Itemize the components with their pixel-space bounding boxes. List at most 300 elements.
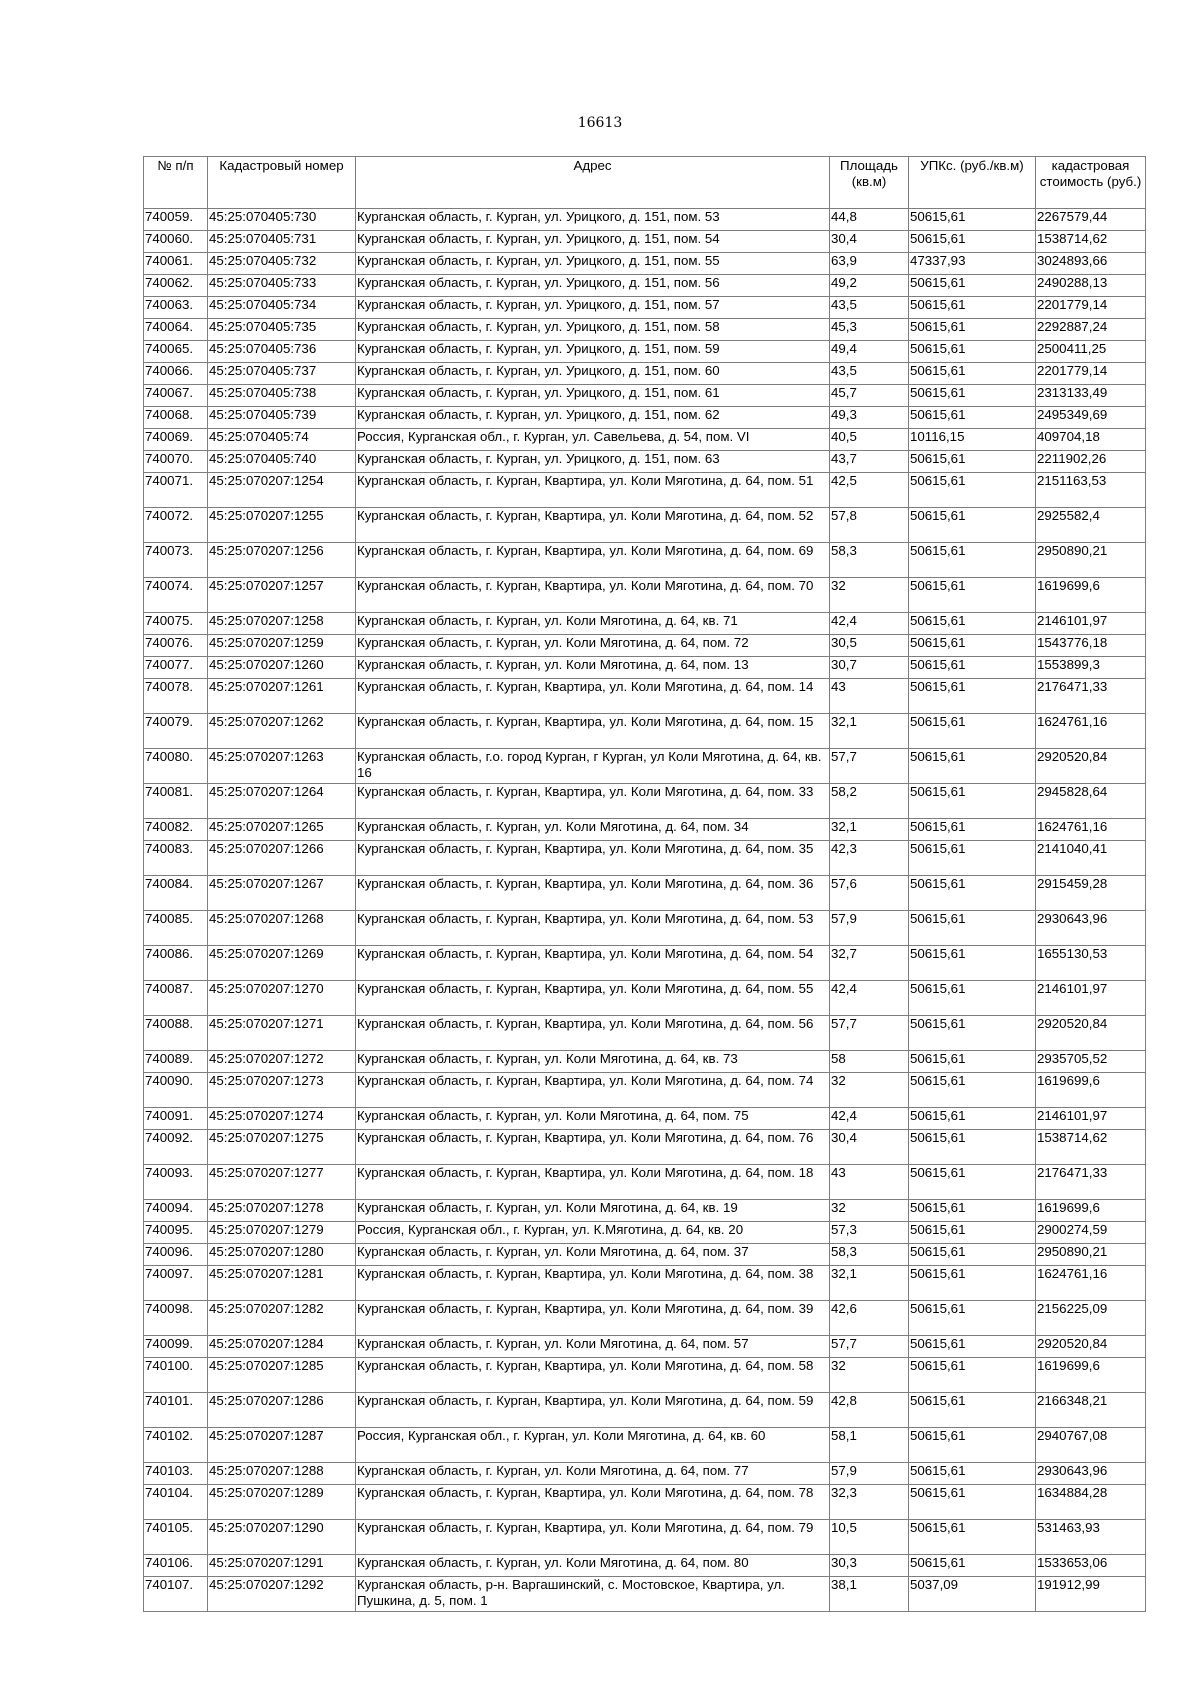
table-row — [144, 451, 1146, 473]
address: Курганская область, г. Курган, Квартира, ул. Коли Мяготина, д. 64, пом. 18 — [356, 1165, 830, 1200]
row-number: 740107. — [144, 1577, 208, 1612]
row-number: 740093. — [144, 1165, 208, 1200]
row-number: 740064. — [144, 319, 208, 341]
cadastral-value: 2490288,13 — [1036, 275, 1146, 297]
cadastral-value: 2925582,4 — [1036, 508, 1146, 543]
header-upks: УПКс. (руб./кв.м) — [909, 157, 1036, 209]
table-row — [144, 1485, 1146, 1520]
row-number: 740106. — [144, 1555, 208, 1577]
cadastral-value: 1553899,3 — [1036, 657, 1146, 679]
table-row — [144, 231, 1146, 253]
upks: 50615,61 — [909, 385, 1036, 407]
address: Курганская область, г. Курган, Квартира, ул. Коли Мяготина, д. 64, пом. 74 — [356, 1073, 830, 1108]
address: Россия, Курганская обл., г. Курган, ул. К.Мяготина, д. 64, кв. 20 — [356, 1222, 830, 1244]
cadastral-value: 1538714,62 — [1036, 231, 1146, 253]
cadastral-table — [143, 156, 1146, 1612]
address: Курганская область, г. Курган, Квартира, ул. Коли Мяготина, д. 64, пом. 70 — [356, 578, 830, 613]
address: Курганская область, г. Курган, ул. Коли Мяготина, д. 64, пом. 80 — [356, 1555, 830, 1577]
header-cadastral-number: Кадастровый номер — [208, 157, 356, 209]
cadastral-number: 45:25:070207:1265 — [208, 819, 356, 841]
cadastral-value: 2201779,14 — [1036, 363, 1146, 385]
table-row — [144, 1520, 1146, 1555]
cadastral-number: 45:25:070405:738 — [208, 385, 356, 407]
row-number: 740063. — [144, 297, 208, 319]
address: Курганская область, г. Курган, ул. Коли Мяготина, д. 64, пом. 37 — [356, 1244, 830, 1266]
cadastral-value: 1619699,6 — [1036, 1358, 1146, 1393]
header-cadastral-value: кадастровая стоимость (руб.) — [1036, 157, 1146, 209]
row-number: 740101. — [144, 1393, 208, 1428]
cadastral-number: 45:25:070207:1267 — [208, 876, 356, 911]
cadastral-number: 45:25:070207:1257 — [208, 578, 356, 613]
area: 57,9 — [830, 1463, 909, 1485]
cadastral-value: 1624761,16 — [1036, 714, 1146, 749]
cadastral-number: 45:25:070405:735 — [208, 319, 356, 341]
upks: 50615,61 — [909, 1222, 1036, 1244]
table-row — [144, 1073, 1146, 1108]
address: Курганская область, г. Курган, Квартира, ул. Коли Мяготина, д. 64, пом. 14 — [356, 679, 830, 714]
cadastral-value: 2500411,25 — [1036, 341, 1146, 363]
table-row — [144, 1130, 1146, 1165]
area: 58 — [830, 1051, 909, 1073]
row-number: 740095. — [144, 1222, 208, 1244]
row-number: 740094. — [144, 1200, 208, 1222]
cadastral-value: 2313133,49 — [1036, 385, 1146, 407]
address: Курганская область, г. Курган, ул. Коли Мяготина, д. 64, пом. 77 — [356, 1463, 830, 1485]
address: Курганская область, г. Курган, ул. Урицкого, д. 151, пом. 59 — [356, 341, 830, 363]
upks: 50615,61 — [909, 635, 1036, 657]
address: Курганская область, г. Курган, Квартира, ул. Коли Мяготина, д. 64, пом. 78 — [356, 1485, 830, 1520]
area: 38,1 — [830, 1577, 909, 1612]
table-row — [144, 1555, 1146, 1577]
row-number: 740062. — [144, 275, 208, 297]
upks: 50615,61 — [909, 451, 1036, 473]
cadastral-value: 2950890,21 — [1036, 1244, 1146, 1266]
address: Курганская область, г. Курган, Квартира, ул. Коли Мяготина, д. 64, пом. 39 — [356, 1301, 830, 1336]
area: 57,7 — [830, 749, 909, 784]
table-row — [144, 385, 1146, 407]
upks: 50615,61 — [909, 657, 1036, 679]
table-row — [144, 1358, 1146, 1393]
cadastral-number: 45:25:070405:733 — [208, 275, 356, 297]
area: 30,5 — [830, 635, 909, 657]
header-address: Адрес — [356, 157, 830, 209]
upks: 50615,61 — [909, 1336, 1036, 1358]
row-number: 740088. — [144, 1016, 208, 1051]
cadastral-value: 409704,18 — [1036, 429, 1146, 451]
upks: 50615,61 — [909, 1073, 1036, 1108]
row-number: 740073. — [144, 543, 208, 578]
address: Курганская область, г. Курган, ул. Коли Мяготина, д. 64, пом. 13 — [356, 657, 830, 679]
row-number: 740072. — [144, 508, 208, 543]
upks: 50615,61 — [909, 297, 1036, 319]
table-row — [144, 429, 1146, 451]
upks: 50615,61 — [909, 543, 1036, 578]
cadastral-value: 2935705,52 — [1036, 1051, 1146, 1073]
upks: 5037,09 — [909, 1577, 1036, 1612]
cadastral-number: 45:25:070207:1264 — [208, 784, 356, 819]
cadastral-number: 45:25:070207:1260 — [208, 657, 356, 679]
table-row — [144, 981, 1146, 1016]
cadastral-number: 45:25:070207:1282 — [208, 1301, 356, 1336]
cadastral-value: 1624761,16 — [1036, 819, 1146, 841]
row-number: 740092. — [144, 1130, 208, 1165]
table-row — [144, 543, 1146, 578]
upks: 50615,61 — [909, 749, 1036, 784]
table-row — [144, 1200, 1146, 1222]
address: Курганская область, г. Курган, Квартира, ул. Коли Мяготина, д. 64, пом. 58 — [356, 1358, 830, 1393]
row-number: 740083. — [144, 841, 208, 876]
cadastral-value: 191912,99 — [1036, 1577, 1146, 1612]
cadastral-value: 2151163,53 — [1036, 473, 1146, 508]
row-number: 740067. — [144, 385, 208, 407]
row-number: 740104. — [144, 1485, 208, 1520]
cadastral-value: 1619699,6 — [1036, 578, 1146, 613]
table-row — [144, 1108, 1146, 1130]
cadastral-value: 1624761,16 — [1036, 1266, 1146, 1301]
area: 32,1 — [830, 1266, 909, 1301]
upks: 50615,61 — [909, 1301, 1036, 1336]
cadastral-value: 2945828,64 — [1036, 784, 1146, 819]
upks: 50615,61 — [909, 578, 1036, 613]
upks: 50615,61 — [909, 1130, 1036, 1165]
row-number: 740098. — [144, 1301, 208, 1336]
table-header — [144, 157, 1146, 209]
upks: 50615,61 — [909, 911, 1036, 946]
address: Курганская область, г. Курган, ул. Урицкого, д. 151, пом. 53 — [356, 209, 830, 231]
address: Курганская область, г. Курган, Квартира, ул. Коли Мяготина, д. 64, пом. 55 — [356, 981, 830, 1016]
cadastral-number: 45:25:070405:737 — [208, 363, 356, 385]
area: 44,8 — [830, 209, 909, 231]
area: 42,5 — [830, 473, 909, 508]
row-number: 740086. — [144, 946, 208, 981]
cadastral-value: 1543776,18 — [1036, 635, 1146, 657]
cadastral-value: 2930643,96 — [1036, 911, 1146, 946]
area: 57,6 — [830, 876, 909, 911]
cadastral-number: 45:25:070207:1269 — [208, 946, 356, 981]
row-number: 740090. — [144, 1073, 208, 1108]
row-number: 740082. — [144, 819, 208, 841]
cadastral-value: 2920520,84 — [1036, 749, 1146, 784]
area: 32 — [830, 1200, 909, 1222]
address: Курганская область, г. Курган, ул. Коли Мяготина, д. 64, пом. 72 — [356, 635, 830, 657]
upks: 50615,61 — [909, 275, 1036, 297]
upks: 50615,61 — [909, 1165, 1036, 1200]
address: Курганская область, г. Курган, ул. Коли Мяготина, д. 64, кв. 19 — [356, 1200, 830, 1222]
upks: 50615,61 — [909, 341, 1036, 363]
cadastral-value: 1538714,62 — [1036, 1130, 1146, 1165]
upks: 50615,61 — [909, 1428, 1036, 1463]
address: Россия, Курганская обл., г. Курган, ул. Коли Мяготина, д. 64, кв. 60 — [356, 1428, 830, 1463]
address: Курганская область, г. Курган, ул. Коли Мяготина, д. 64, кв. 73 — [356, 1051, 830, 1073]
address: Курганская область, г. Курган, Квартира, ул. Коли Мяготина, д. 64, пом. 33 — [356, 784, 830, 819]
upks: 50615,61 — [909, 613, 1036, 635]
area: 40,5 — [830, 429, 909, 451]
address: Курганская область, г. Курган, ул. Коли Мяготина, д. 64, пом. 57 — [356, 1336, 830, 1358]
area: 30,4 — [830, 1130, 909, 1165]
address: Курганская область, г. Курган, ул. Урицкого, д. 151, пом. 62 — [356, 407, 830, 429]
cadastral-number: 45:25:070207:1254 — [208, 473, 356, 508]
area: 42,4 — [830, 1108, 909, 1130]
area: 57,7 — [830, 1016, 909, 1051]
area: 42,8 — [830, 1393, 909, 1428]
cadastral-value: 1655130,53 — [1036, 946, 1146, 981]
cadastral-number: 45:25:070207:1290 — [208, 1520, 356, 1555]
area: 49,3 — [830, 407, 909, 429]
area: 58,3 — [830, 1244, 909, 1266]
row-number: 740096. — [144, 1244, 208, 1266]
upks: 10116,15 — [909, 429, 1036, 451]
area: 32 — [830, 1358, 909, 1393]
table-row — [144, 876, 1146, 911]
table-row — [144, 473, 1146, 508]
area: 30,4 — [830, 231, 909, 253]
address: Курганская область, г. Курган, ул. Урицкого, д. 151, пом. 61 — [356, 385, 830, 407]
table-row — [144, 635, 1146, 657]
address: Курганская область, г. Курган, Квартира, ул. Коли Мяготина, д. 64, пом. 53 — [356, 911, 830, 946]
cadastral-value: 2950890,21 — [1036, 543, 1146, 578]
upks: 50615,61 — [909, 1108, 1036, 1130]
cadastral-number: 45:25:070207:1286 — [208, 1393, 356, 1428]
cadastral-value: 2940767,08 — [1036, 1428, 1146, 1463]
cadastral-number: 45:25:070207:1279 — [208, 1222, 356, 1244]
table-row — [144, 613, 1146, 635]
cadastral-value: 3024893,66 — [1036, 253, 1146, 275]
area: 30,7 — [830, 657, 909, 679]
cadastral-value: 2176471,33 — [1036, 1165, 1146, 1200]
area: 57,7 — [830, 1336, 909, 1358]
table-row — [144, 1463, 1146, 1485]
cadastral-number: 45:25:070405:736 — [208, 341, 356, 363]
upks: 50615,61 — [909, 1393, 1036, 1428]
cadastral-number: 45:25:070405:739 — [208, 407, 356, 429]
cadastral-value: 2141040,41 — [1036, 841, 1146, 876]
table-row — [144, 911, 1146, 946]
cadastral-number: 45:25:070207:1272 — [208, 1051, 356, 1073]
cadastral-value: 2930643,96 — [1036, 1463, 1146, 1485]
table-row — [144, 1016, 1146, 1051]
cadastral-number: 45:25:070207:1259 — [208, 635, 356, 657]
area: 57,8 — [830, 508, 909, 543]
row-number: 740091. — [144, 1108, 208, 1130]
row-number: 740099. — [144, 1336, 208, 1358]
upks: 50615,61 — [909, 819, 1036, 841]
address: Курганская область, г. Курган, ул. Коли Мяготина, д. 64, пом. 75 — [356, 1108, 830, 1130]
area: 10,5 — [830, 1520, 909, 1555]
table-row — [144, 319, 1146, 341]
upks: 50615,61 — [909, 1266, 1036, 1301]
address: Курганская область, г. Курган, Квартира, ул. Коли Мяготина, д. 64, пом. 59 — [356, 1393, 830, 1428]
area: 32,1 — [830, 714, 909, 749]
table-row — [144, 341, 1146, 363]
cadastral-value: 2920520,84 — [1036, 1016, 1146, 1051]
table-body — [144, 209, 1146, 1612]
cadastral-number: 45:25:070207:1288 — [208, 1463, 356, 1485]
upks: 50615,61 — [909, 876, 1036, 911]
cadastral-value: 1533653,06 — [1036, 1555, 1146, 1577]
upks: 50615,61 — [909, 1200, 1036, 1222]
area: 58,3 — [830, 543, 909, 578]
cadastral-number: 45:25:070207:1281 — [208, 1266, 356, 1301]
address: Курганская область, г.о. город Курган, г Курган, ул Коли Мяготина, д. 64, кв. 16 — [356, 749, 830, 784]
address: Курганская область, г. Курган, Квартира, ул. Коли Мяготина, д. 64, пом. 15 — [356, 714, 830, 749]
cadastral-value: 2201779,14 — [1036, 297, 1146, 319]
cadastral-value: 531463,93 — [1036, 1520, 1146, 1555]
cadastral-number: 45:25:070207:1289 — [208, 1485, 356, 1520]
row-number: 740074. — [144, 578, 208, 613]
row-number: 740071. — [144, 473, 208, 508]
upks: 50615,61 — [909, 1485, 1036, 1520]
cadastral-number: 45:25:070207:1266 — [208, 841, 356, 876]
upks: 47337,93 — [909, 253, 1036, 275]
table-row — [144, 1222, 1146, 1244]
area: 32 — [830, 1073, 909, 1108]
cadastral-number: 45:25:070207:1285 — [208, 1358, 356, 1393]
area: 43 — [830, 679, 909, 714]
cadastral-number: 45:25:070207:1274 — [208, 1108, 356, 1130]
address: Россия, Курганская обл., г. Курган, ул. Савельева, д. 54, пом. VI — [356, 429, 830, 451]
header-area: Площадь (кв.м) — [830, 157, 909, 209]
table-row — [144, 841, 1146, 876]
table-row — [144, 1393, 1146, 1428]
table-row — [144, 784, 1146, 819]
upks: 50615,61 — [909, 231, 1036, 253]
area: 57,3 — [830, 1222, 909, 1244]
cadastral-value: 2156225,09 — [1036, 1301, 1146, 1336]
area: 43,5 — [830, 297, 909, 319]
upks: 50615,61 — [909, 319, 1036, 341]
cadastral-value: 2211902,26 — [1036, 451, 1146, 473]
cadastral-number: 45:25:070207:1292 — [208, 1577, 356, 1612]
cadastral-number: 45:25:070207:1287 — [208, 1428, 356, 1463]
page-number: 16613 — [577, 115, 623, 131]
upks: 50615,61 — [909, 1016, 1036, 1051]
table-row — [144, 1336, 1146, 1358]
address: Курганская область, г. Курган, Квартира, ул. Коли Мяготина, д. 64, пом. 38 — [356, 1266, 830, 1301]
table-row — [144, 253, 1146, 275]
cadastral-value: 1619699,6 — [1036, 1200, 1146, 1222]
address: Курганская область, г. Курган, ул. Урицкого, д. 151, пом. 54 — [356, 231, 830, 253]
cadastral-number: 45:25:070207:1255 — [208, 508, 356, 543]
cadastral-number: 45:25:070207:1280 — [208, 1244, 356, 1266]
cadastral-number: 45:25:070207:1268 — [208, 911, 356, 946]
table-row — [144, 209, 1146, 231]
row-number: 740068. — [144, 407, 208, 429]
area: 42,4 — [830, 613, 909, 635]
address: Курганская область, г. Курган, Квартира, ул. Коли Мяготина, д. 64, пом. 54 — [356, 946, 830, 981]
address: Курганская область, г. Курган, Квартира, ул. Коли Мяготина, д. 64, пом. 79 — [356, 1520, 830, 1555]
row-number: 740066. — [144, 363, 208, 385]
table-row — [144, 578, 1146, 613]
cadastral-value: 2920520,84 — [1036, 1336, 1146, 1358]
table-row — [144, 1301, 1146, 1336]
cadastral-number: 45:25:070207:1270 — [208, 981, 356, 1016]
address: Курганская область, г. Курган, ул. Коли Мяготина, д. 64, кв. 71 — [356, 613, 830, 635]
address: Курганская область, г. Курган, Квартира, ул. Коли Мяготина, д. 64, пом. 69 — [356, 543, 830, 578]
row-number: 740105. — [144, 1520, 208, 1555]
cadastral-number: 45:25:070405:734 — [208, 297, 356, 319]
table-row — [144, 275, 1146, 297]
cadastral-number: 45:25:070207:1284 — [208, 1336, 356, 1358]
row-number: 740100. — [144, 1358, 208, 1393]
area: 43 — [830, 1165, 909, 1200]
upks: 50615,61 — [909, 946, 1036, 981]
address: Курганская область, г. Курган, ул. Коли Мяготина, д. 64, пом. 34 — [356, 819, 830, 841]
upks: 50615,61 — [909, 508, 1036, 543]
cadastral-number: 45:25:070207:1263 — [208, 749, 356, 784]
row-number: 740061. — [144, 253, 208, 275]
upks: 50615,61 — [909, 473, 1036, 508]
row-number: 740065. — [144, 341, 208, 363]
area: 63,9 — [830, 253, 909, 275]
cadastral-value: 1634884,28 — [1036, 1485, 1146, 1520]
address: Курганская область, г. Курган, Квартира, ул. Коли Мяготина, д. 64, пом. 76 — [356, 1130, 830, 1165]
area: 42,6 — [830, 1301, 909, 1336]
area: 58,2 — [830, 784, 909, 819]
cadastral-number: 45:25:070405:732 — [208, 253, 356, 275]
address: Курганская область, г. Курган, ул. Урицкого, д. 151, пом. 57 — [356, 297, 830, 319]
cadastral-number: 45:25:070207:1277 — [208, 1165, 356, 1200]
cadastral-value: 2495349,69 — [1036, 407, 1146, 429]
row-number: 740089. — [144, 1051, 208, 1073]
upks: 50615,61 — [909, 1358, 1036, 1393]
row-number: 740084. — [144, 876, 208, 911]
table-row — [144, 1428, 1146, 1463]
cadastral-value: 2915459,28 — [1036, 876, 1146, 911]
area: 32 — [830, 578, 909, 613]
address: Курганская область, г. Курган, Квартира, ул. Коли Мяготина, д. 64, пом. 36 — [356, 876, 830, 911]
cadastral-number: 45:25:070405:730 — [208, 209, 356, 231]
cadastral-value: 2166348,21 — [1036, 1393, 1146, 1428]
header-row — [144, 157, 1146, 209]
table-row — [144, 819, 1146, 841]
area: 32,1 — [830, 819, 909, 841]
row-number: 740087. — [144, 981, 208, 1016]
address: Курганская область, г. Курган, ул. Урицкого, д. 151, пом. 55 — [356, 253, 830, 275]
cadastral-number: 45:25:070405:731 — [208, 231, 356, 253]
address: Курганская область, г. Курган, Квартира, ул. Коли Мяготина, д. 64, пом. 52 — [356, 508, 830, 543]
area: 32,7 — [830, 946, 909, 981]
area: 58,1 — [830, 1428, 909, 1463]
address: Курганская область, г. Курган, ул. Урицкого, д. 151, пом. 63 — [356, 451, 830, 473]
row-number: 740059. — [144, 209, 208, 231]
area: 43,5 — [830, 363, 909, 385]
upks: 50615,61 — [909, 1555, 1036, 1577]
cadastral-number: 45:25:070207:1262 — [208, 714, 356, 749]
row-number: 740060. — [144, 231, 208, 253]
table-row — [144, 679, 1146, 714]
row-number: 740081. — [144, 784, 208, 819]
area: 43,7 — [830, 451, 909, 473]
cadastral-number: 45:25:070405:740 — [208, 451, 356, 473]
cadastral-value: 1619699,6 — [1036, 1073, 1146, 1108]
cadastral-value: 2146101,97 — [1036, 981, 1146, 1016]
address: Курганская область, р-н. Варгашинский, с. Мостовское, Квартира, ул. Пушкина, д. 5, пом. 1 — [356, 1577, 830, 1612]
table-row — [144, 946, 1146, 981]
upks: 50615,61 — [909, 981, 1036, 1016]
upks: 50615,61 — [909, 714, 1036, 749]
address: Курганская область, г. Курган, Квартира, ул. Коли Мяготина, д. 64, пом. 51 — [356, 473, 830, 508]
address: Курганская область, г. Курган, Квартира, ул. Коли Мяготина, д. 64, пом. 56 — [356, 1016, 830, 1051]
table-row — [144, 1165, 1146, 1200]
table-row — [144, 1577, 1146, 1612]
cadastral-value: 2900274,59 — [1036, 1222, 1146, 1244]
upks: 50615,61 — [909, 1463, 1036, 1485]
table-row — [144, 407, 1146, 429]
upks: 50615,61 — [909, 1051, 1036, 1073]
cadastral-value: 2146101,97 — [1036, 1108, 1146, 1130]
table-row — [144, 714, 1146, 749]
cadastral-value: 2267579,44 — [1036, 209, 1146, 231]
